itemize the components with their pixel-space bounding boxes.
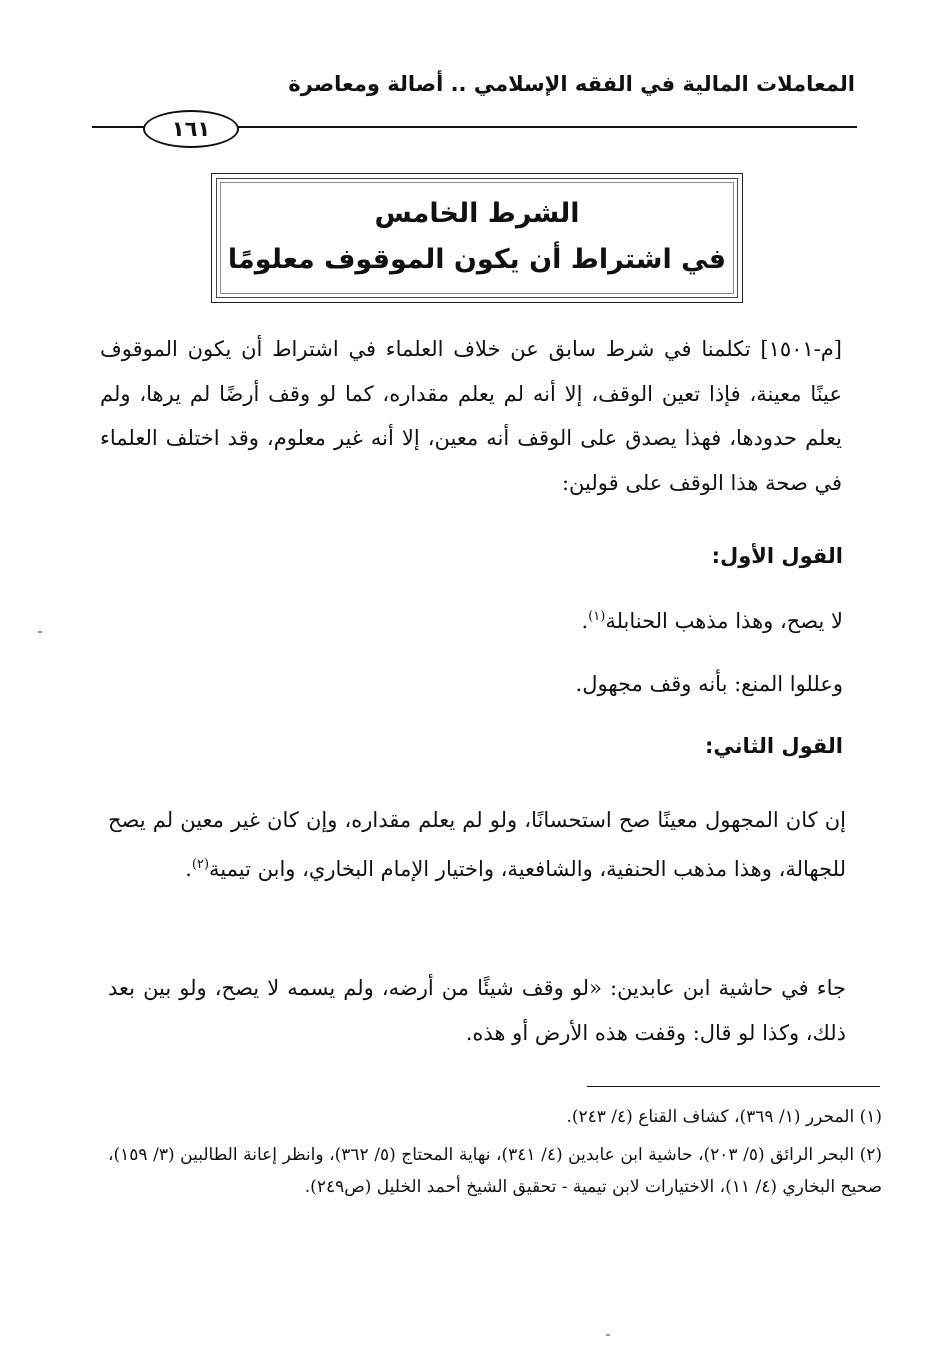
chapter-subtitle: في اشتراط أن يكون الموقوف معلومًا xyxy=(227,244,727,275)
footnote-separator xyxy=(587,1086,880,1087)
footnote-1: (١) المحرر (١/ ٣٦٩)، كشاف القناع (٤/ ٢٤٣). xyxy=(566,1107,882,1127)
running-header-title: المعاملات المالية في الفقه الإسلامي .. أصالة ومعاصرة xyxy=(288,72,855,96)
chapter-title: الشرط الخامس xyxy=(374,198,580,229)
page-number: ١٦١ xyxy=(143,110,239,148)
second-opinion-text: إن كان المجهول معينًا صح استحسانًا، ولو لم يعلم مقداره، وإن كان غير معين لم يصح للجهالة، وهذا مذهب الحنفية، والشافعية، واختيار الإمام البخاري، وابن تيمية xyxy=(108,808,846,881)
first-opinion-reason: وعللوا المنع: بأنه وقف مجهول. xyxy=(575,672,843,696)
first-opinion-line xyxy=(581,609,843,633)
second-opinion-heading: القول الثاني: xyxy=(705,734,843,758)
second-opinion-paragraph xyxy=(108,798,846,891)
chapter-title-box xyxy=(216,178,738,298)
chapter-title-frame xyxy=(211,173,743,303)
footnote-ref-2: (٢) xyxy=(191,856,210,872)
footnote-ref-1: (١) xyxy=(588,609,606,624)
footnote-2: (٢) البحر الرائق (٥/ ٢٠٣)، حاشية ابن عابدين (٤/ ٣٤١)، نهاية المحتاج (٥/ ٣٦٢)، وانظر إعانة الطالبين (٣/ ١٥٩)، صحيح البخاري (٤/ ١١)، الاختيارات لابن تيمية - تحقيق الشيخ أحمد الخليل (ص٢٤٩). xyxy=(108,1145,883,1197)
intro-paragraph: [م-١٥٠١] تكلمنا في شرط سابق عن خلاف العلماء في اشتراط أن يكون الموقوف عينًا معينة، فإذا تعين الوقف، إلا أنه لم يعلم مقداره، كما لو وقف أرضًا لم يرها، ولم يعلم حدودها، فهذا يصدق على الوقف أنه معين، إلا أنه غير معلوم، وقد اختلف العلماء في صحة هذا الوقف على قولين: xyxy=(100,337,842,495)
scan-speck xyxy=(38,631,42,633)
first-opinion-end: . xyxy=(581,609,589,633)
footnotes xyxy=(108,1101,882,1209)
first-opinion-heading: القول الأول: xyxy=(711,544,843,568)
first-opinion-text: لا يصح، وهذا مذهب الحنابلة xyxy=(605,609,843,633)
second-opinion-end: . xyxy=(185,856,192,881)
scan-speck xyxy=(606,1334,610,1336)
quote-paragraph: جاء في حاشية ابن عابدين: «لو وقف شيئًا من أرضه، ولم يسمه لا يصح، ولو بين بعد ذلك، وكذا لو قال: وقفت هذه الأرض أو هذه. xyxy=(108,976,846,1045)
